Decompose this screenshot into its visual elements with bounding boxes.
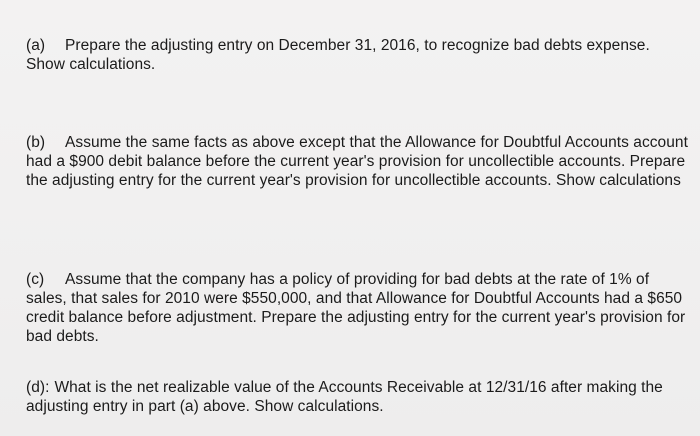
question-a [26,36,690,74]
question-c-text: Assume that the company has a policy of providing for bad debts at the rate of 1% of sales, that sales for 2010 were $550,000, and that Allowance for Doubtful Accounts had a $650 credit balance before adjustment. Prepare the adjusting entry for the current year's provision for bad debts. [26,271,686,345]
question-b-label: (b) [26,134,46,151]
question-a-label: (a) [26,37,46,54]
question-c [26,270,690,346]
question-b [26,133,690,190]
question-d [26,378,690,416]
question-b-text: Assume the same facts as above except that the Allowance for Doubtful Accounts account had a $900 debit balance before the current year's provision for uncollectible accounts. Prepare the adjusting entry for the current year's provision for uncollectible accounts. Show calculations [26,134,688,189]
question-c-label: (c) [26,271,45,288]
question-d-label: (d): [26,379,50,396]
question-d-text: What is the net realizable value of the Accounts Receivable at 12/31/16 after making the adjusting entry in part (a) above. Show calculations. [26,379,663,415]
question-a-text: Prepare the adjusting entry on December 31, 2016, to recognize bad debts expense. Show calculations. [26,37,650,73]
